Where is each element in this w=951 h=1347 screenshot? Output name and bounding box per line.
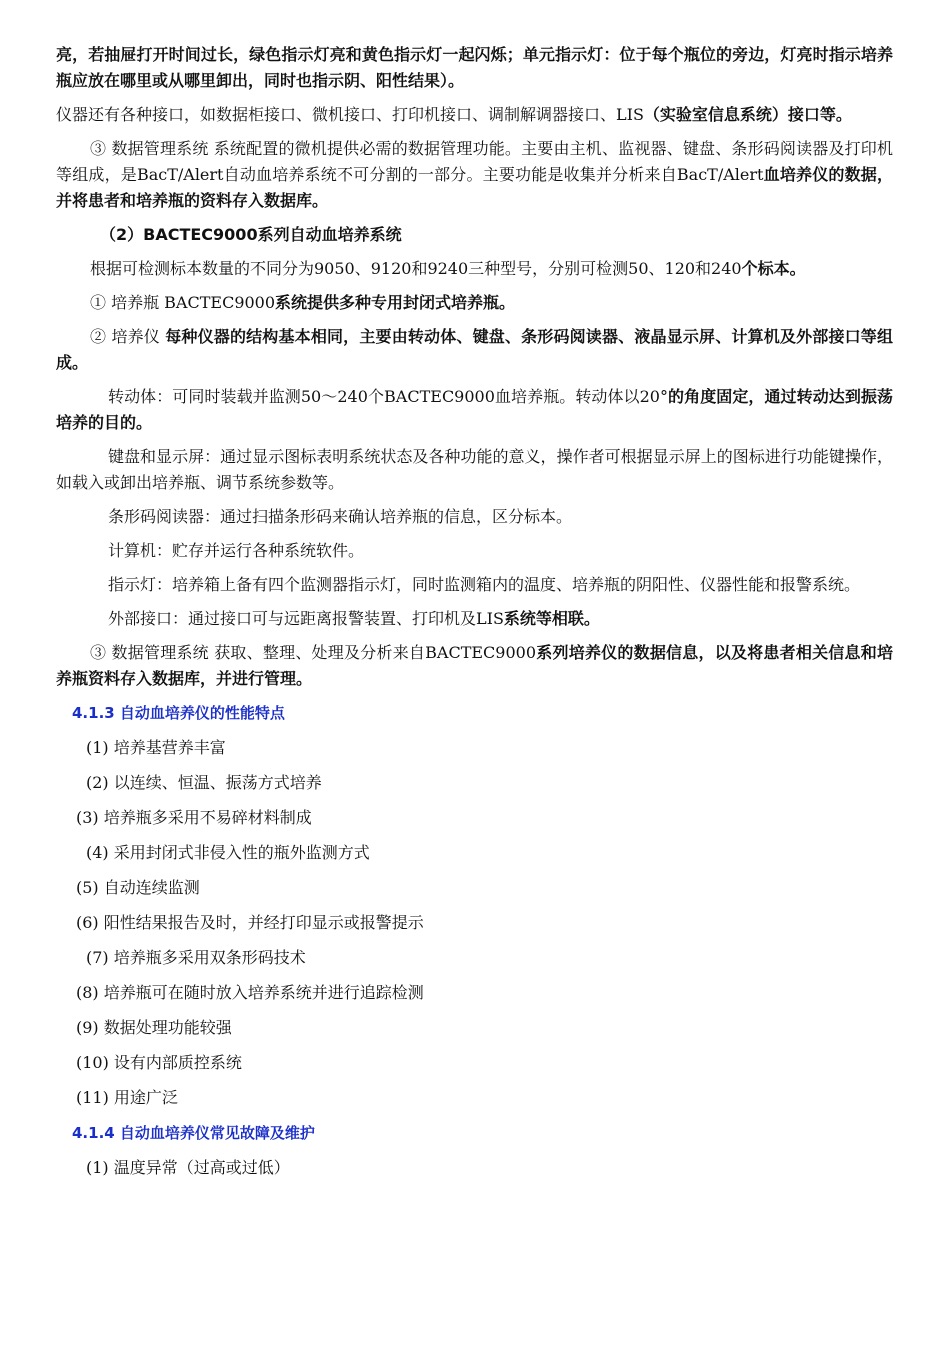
list-item xyxy=(56,1050,893,1076)
list-text: 采用封闭式非侵入性的瓶外监测方式 xyxy=(108,843,370,862)
list-item xyxy=(56,945,893,971)
paragraph xyxy=(56,136,893,214)
list-text: 温度异常（过高或过低） xyxy=(108,1158,290,1177)
list-item xyxy=(56,910,893,936)
paragraph-text: 的角度固定，通过转动达到振荡培养的目的。 xyxy=(56,387,893,432)
list-item xyxy=(56,1015,893,1041)
list-number: (7) xyxy=(86,948,109,967)
list-text: 设有内部质控系统 xyxy=(108,1053,242,1072)
paragraph-text: 仪器还有各种接口，如数据柜接口、微机接口、打印机接口、调制解调器接口、LIS xyxy=(56,105,644,124)
list-item xyxy=(56,770,893,796)
paragraph-text: 血培养仪的数据，并将患者和培养瓶的资料存入数据库。 xyxy=(56,165,893,210)
list-number: (1) xyxy=(86,738,109,757)
paragraph xyxy=(56,256,893,282)
paragraph xyxy=(56,384,893,436)
paragraph-text: ① 培养瓶 BACTEC9000 xyxy=(90,293,276,312)
list-text: 培养瓶多采用不易碎材料制成 xyxy=(98,808,312,827)
list-number: (5) xyxy=(76,878,99,897)
feature-list xyxy=(56,735,893,1111)
paragraph xyxy=(56,606,893,632)
paragraph-text: 个标本。 xyxy=(741,259,806,278)
list-number: (6) xyxy=(76,913,99,932)
paragraph-text: ③ 数据管理系统 获取、整理、处理及分析来自BACTEC9000 xyxy=(90,643,537,662)
paragraph xyxy=(56,640,893,692)
list-number: (10) xyxy=(76,1053,109,1072)
paragraph-text: 指示灯：培养箱上备有四个监测器指示灯，同时监测箱内的温度、培养瓶的阴阳性、仪器性能和报警系统。 xyxy=(108,575,861,594)
list-item xyxy=(56,735,893,761)
paragraph xyxy=(56,444,893,496)
fault-list xyxy=(56,1155,893,1181)
list-item xyxy=(56,840,893,866)
paragraph-text: 条形码阅读器：通过扫描条形码来确认培养瓶的信息，区分标本。 xyxy=(108,507,573,526)
paragraph xyxy=(56,572,893,598)
paragraph-text: ② 培养仪 xyxy=(90,327,166,346)
list-text: 阳性结果报告及时，并经打印显示或报警提示 xyxy=(98,913,424,932)
list-text: 培养基营养丰富 xyxy=(108,738,226,757)
paragraph-text: ③ 数据管理系统 系统配置的微机提供必需的数据管理功能。主要由主机、监视器、键盘、条形码阅读器及打印机等组成，是BacT/Alert自动血培养系统不可分割的一部分。主要功能是收集并分析来自BacT/Alert xyxy=(56,139,893,184)
list-item xyxy=(56,875,893,901)
list-item xyxy=(56,1155,893,1181)
list-text: 培养瓶可在随时放入培养系统并进行追踪检测 xyxy=(98,983,424,1002)
paragraph-text: 亮，若抽屉打开时间过长，绿色指示灯亮和黄色指示灯一起闪烁；单元指示灯：位于每个瓶位的旁边，灯亮时指示培养瓶应放在哪里或从哪里卸出，同时也指示阴、阳性结果）。 xyxy=(56,45,893,90)
paragraph xyxy=(56,42,893,94)
list-number: (3) xyxy=(76,808,99,827)
subsection-heading: （2）BACTEC9000系列自动血培养系统 xyxy=(100,225,402,244)
list-text: 数据处理功能较强 xyxy=(98,1018,232,1037)
list-item xyxy=(56,980,893,1006)
section-heading: 4.1.3 自动血培养仪的性能特点 xyxy=(72,704,285,722)
section-heading: 4.1.4 自动血培养仪常见故障及维护 xyxy=(72,1124,315,1142)
paragraph xyxy=(56,102,893,128)
paragraph-text: 根据可检测标本数量的不同分为9050、9120和9240三种型号，分别可检测50、120和240 xyxy=(90,259,742,278)
list-text: 培养瓶多采用双条形码技术 xyxy=(108,948,306,967)
paragraph-text: 系列培养仪的数据信息，以及将患者相关信息和培养瓶资料存入数据库，并进行管理。 xyxy=(56,643,893,688)
paragraph xyxy=(56,504,893,530)
list-number: (2) xyxy=(86,773,109,792)
paragraph-text: 系统提供多种专用封闭式培养瓶。 xyxy=(275,293,516,312)
paragraph-text: 键盘和显示屏：通过显示图标表明系统状态及各种功能的意义，操作者可根据显示屏上的图标进行功能键操作，如载入或卸出培养瓶、调节系统参数等。 xyxy=(56,447,893,492)
paragraph xyxy=(56,290,893,316)
paragraph xyxy=(56,324,893,376)
paragraph-text: 外部接口：通过接口可与远距离报警装置、打印机及LIS xyxy=(108,609,504,628)
list-number: (1) xyxy=(86,1158,109,1177)
list-number: (4) xyxy=(86,843,109,862)
list-number: (9) xyxy=(76,1018,99,1037)
paragraph-text: 系统等相联。 xyxy=(503,609,600,628)
list-text: 用途广泛 xyxy=(108,1088,178,1107)
paragraph-text: 计算机：贮存并运行各种系统软件。 xyxy=(108,541,365,560)
paragraph-text: 每种仪器的结构基本相同，主要由转动体、键盘、条形码阅读器、液晶显示屏、计算机及外部接口等组成。 xyxy=(56,327,893,372)
paragraph xyxy=(56,538,893,564)
list-item xyxy=(56,1085,893,1111)
paragraph-text: （实验室信息系统）接口等。 xyxy=(643,105,852,124)
list-number: (11) xyxy=(76,1088,109,1107)
paragraph-text: 转动体：可同时装载并监测50～240个BACTEC9000血培养瓶。转动体以20° xyxy=(108,387,668,406)
list-item xyxy=(56,805,893,831)
list-text: 自动连续监测 xyxy=(98,878,200,897)
list-number: (8) xyxy=(76,983,99,1002)
list-text: 以连续、恒温、振荡方式培养 xyxy=(108,773,322,792)
